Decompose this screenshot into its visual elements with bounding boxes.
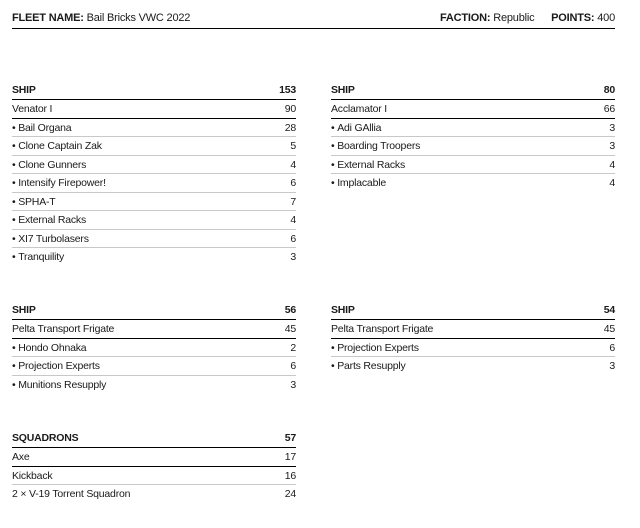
ship-name: Pelta Transport Frigate — [12, 323, 115, 335]
fleet-name-label: FLEET NAME: — [12, 12, 84, 24]
ship-heading-label: SHIP — [331, 84, 355, 96]
ship-heading — [331, 303, 615, 320]
ship-heading-label: SHIP — [331, 304, 355, 316]
upgrade-name: • Boarding Troopers — [331, 137, 420, 155]
upgrade-points: 5 — [290, 140, 296, 152]
upgrade-points: 3 — [609, 360, 615, 372]
squadrons-heading-label: SQUADRONS — [12, 432, 79, 444]
ship-heading — [12, 303, 296, 320]
ship-total: 54 — [603, 304, 615, 316]
squadron-row — [12, 467, 296, 486]
squadron-name: Axe — [12, 451, 30, 463]
upgrade-row — [12, 156, 296, 175]
upgrade-name: • Bail Organa — [12, 119, 71, 137]
ship-points: 90 — [284, 103, 296, 115]
upgrade-name: • Adi GAllia — [331, 119, 381, 137]
upgrade-name: • External Racks — [331, 156, 405, 174]
upgrade-row — [331, 339, 615, 358]
upgrade-row — [331, 156, 615, 175]
upgrade-row — [12, 174, 296, 193]
upgrade-row — [12, 339, 296, 358]
upgrade-name: • Clone Captain Zak — [12, 137, 102, 155]
upgrade-name: • Projection Experts — [12, 357, 100, 375]
upgrade-name: • Munitions Resupply — [12, 376, 106, 394]
ship-row — [331, 320, 615, 339]
upgrade-points: 6 — [290, 232, 296, 245]
faction — [440, 10, 534, 26]
upgrade-row — [12, 119, 296, 138]
upgrade-points: 4 — [290, 214, 296, 226]
squadron-name: Kickback — [12, 469, 53, 482]
upgrade-name: • Intensify Firepower! — [12, 174, 106, 192]
ship-row — [12, 320, 296, 339]
upgrade-row — [12, 230, 296, 249]
points-value: 400 — [597, 12, 615, 24]
fleet-header — [12, 10, 615, 29]
upgrade-points: 7 — [290, 195, 296, 208]
upgrade-row — [12, 357, 296, 376]
upgrade-points: 3 — [609, 140, 615, 152]
upgrade-row — [331, 137, 615, 156]
upgrade-points: 3 — [609, 121, 615, 134]
points-label: POINTS: — [551, 12, 595, 24]
upgrade-points: 4 — [609, 158, 615, 171]
ship-block-4 — [331, 303, 615, 375]
ship-name: Venator I — [12, 103, 53, 115]
upgrade-row — [331, 357, 615, 375]
upgrade-name: • Parts Resupply — [331, 357, 406, 375]
upgrade-name: • SPHA-T — [12, 193, 56, 211]
upgrade-name: • Hondo Ohnaka — [12, 339, 86, 357]
ship-heading-label: SHIP — [12, 84, 36, 96]
ship-points: 66 — [603, 103, 615, 115]
squadron-row — [12, 448, 296, 467]
ship-block-1 — [12, 83, 296, 266]
fleet-name — [12, 10, 190, 26]
squadrons-heading — [12, 431, 296, 448]
upgrade-points: 4 — [609, 177, 615, 189]
faction-value: Republic — [493, 12, 535, 24]
upgrade-row — [12, 248, 296, 266]
upgrade-points: 3 — [290, 251, 296, 263]
ship-heading-label: SHIP — [12, 304, 36, 316]
upgrade-row — [12, 211, 296, 230]
upgrade-points: 4 — [290, 158, 296, 171]
squadrons-total: 57 — [284, 432, 296, 444]
ship-block-3 — [12, 303, 296, 393]
ship-block-2 — [331, 83, 615, 192]
ship-total: 56 — [284, 304, 296, 316]
ship-row — [12, 100, 296, 119]
upgrade-points: 6 — [609, 341, 615, 354]
faction-label: FACTION: — [440, 12, 491, 24]
upgrade-name: • Implacable — [331, 174, 386, 192]
ship-points: 45 — [603, 323, 615, 335]
upgrade-name: • XI7 Turbolasers — [12, 230, 89, 248]
ship-heading — [331, 83, 615, 100]
upgrade-row — [331, 174, 615, 192]
ship-row — [331, 100, 615, 119]
upgrade-row — [12, 376, 296, 394]
upgrade-name: • Projection Experts — [331, 339, 419, 357]
points — [551, 10, 615, 26]
squadron-points: 24 — [284, 488, 296, 500]
upgrade-name: • Clone Gunners — [12, 156, 86, 174]
upgrade-row — [331, 119, 615, 138]
squadron-points: 17 — [284, 451, 296, 463]
upgrade-points: 6 — [290, 177, 296, 189]
squadron-name: 2 × V-19 Torrent Squadron — [12, 488, 131, 500]
upgrade-name: • Tranquility — [12, 248, 64, 266]
ship-total: 80 — [603, 84, 615, 96]
ship-heading — [12, 83, 296, 100]
upgrade-points: 6 — [290, 360, 296, 372]
upgrade-points: 2 — [290, 341, 296, 354]
upgrade-row — [12, 193, 296, 212]
ship-name: Pelta Transport Frigate — [331, 323, 434, 335]
upgrade-name: • External Racks — [12, 211, 86, 229]
upgrade-points: 3 — [290, 378, 296, 391]
fleet-name-value: Bail Bricks VWC 2022 — [86, 12, 191, 24]
ship-name: Acclamator I — [331, 103, 387, 115]
ship-total: 153 — [279, 84, 296, 96]
squadron-row — [12, 485, 296, 503]
ship-points: 45 — [284, 323, 296, 335]
upgrade-points: 28 — [284, 121, 296, 134]
squadrons-block — [12, 431, 296, 503]
squadron-points: 16 — [284, 469, 296, 482]
upgrade-row — [12, 137, 296, 156]
